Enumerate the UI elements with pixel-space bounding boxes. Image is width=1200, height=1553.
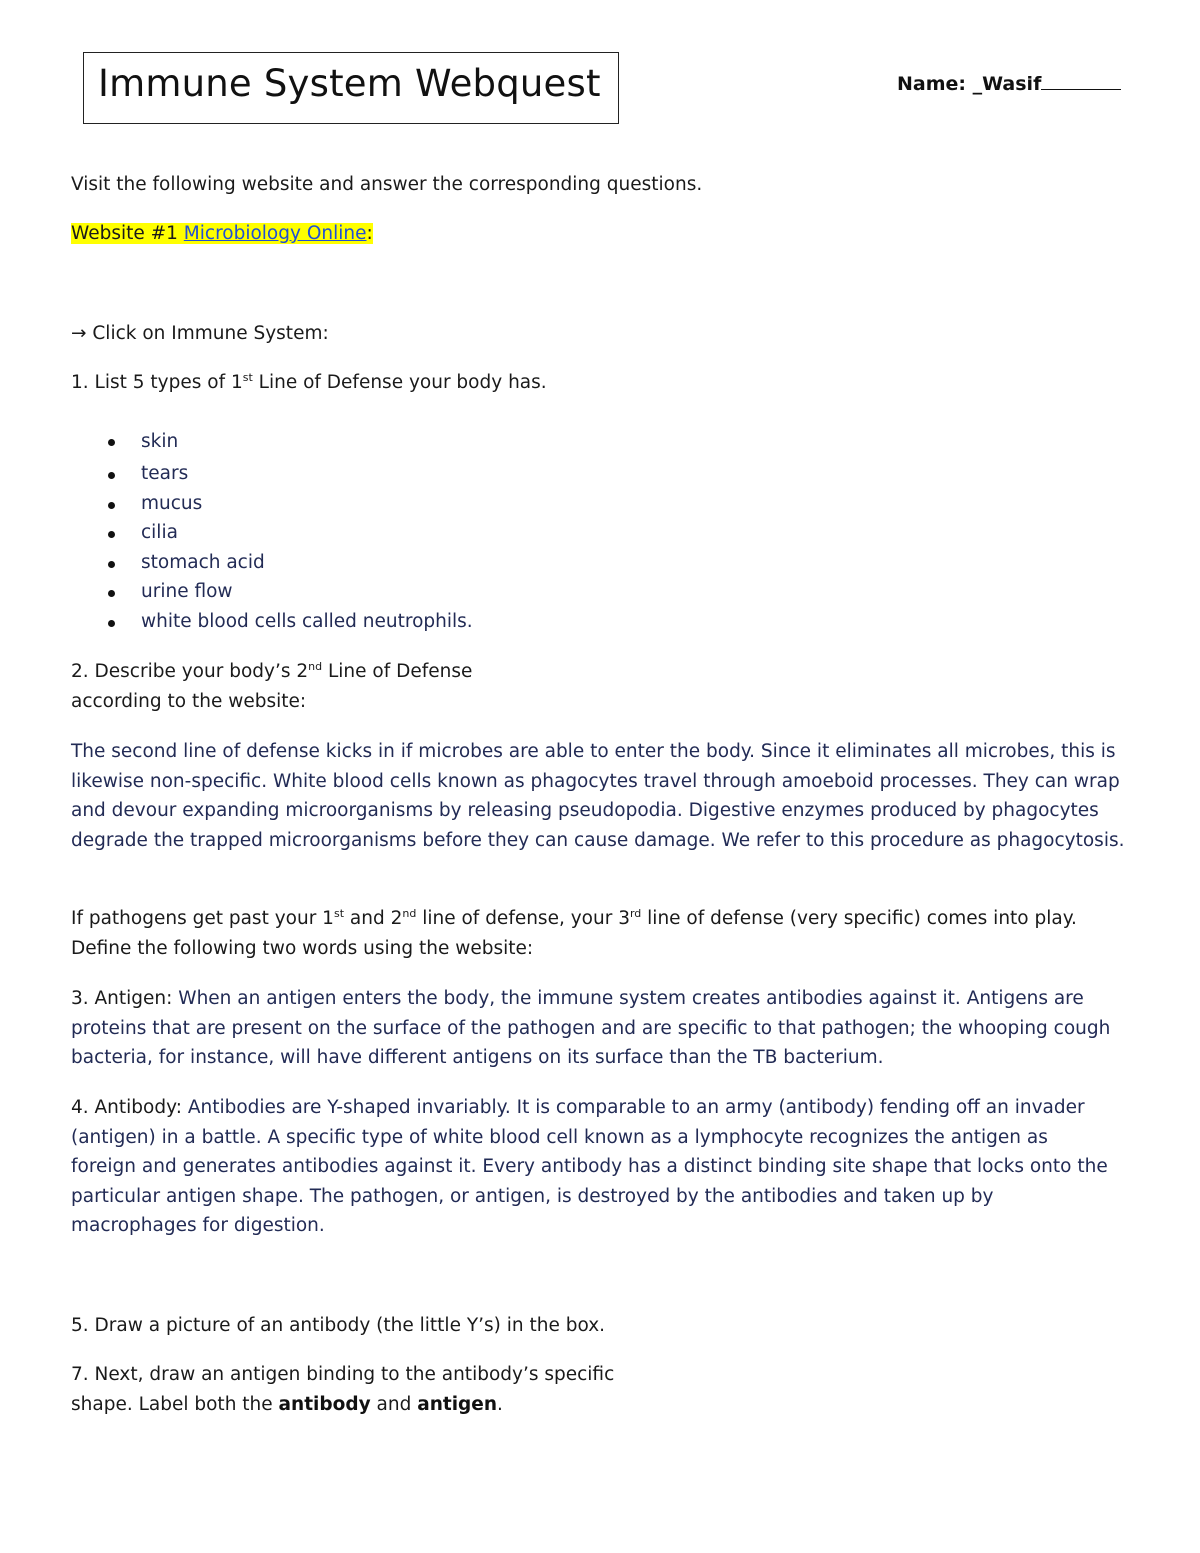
question-4: [71, 1093, 1116, 1241]
list-item: [106, 459, 473, 489]
question-7: [71, 1360, 614, 1419]
third-line-b: and 2: [344, 908, 403, 929]
q7-line2-pre: shape. Label both the: [71, 1393, 279, 1415]
name-label: Name:: [897, 73, 967, 95]
list-item-text: stomach acid: [141, 551, 265, 573]
q2-sup: nd: [308, 659, 323, 673]
list-item: [106, 425, 473, 459]
q2-text-pre: 2. Describe your body’s 2: [71, 661, 309, 682]
list-item-text: cilia: [141, 522, 178, 544]
q1-answer-list: [106, 425, 473, 637]
bullet-icon: [108, 561, 115, 568]
website-link[interactable]: Microbiology Online: [183, 223, 367, 244]
list-item-text: mucus: [141, 492, 203, 514]
q4-label: 4. Antibody:: [71, 1097, 188, 1118]
bullet-icon: [108, 439, 115, 446]
q3-answer: When an antigen enters the body, the immune system creates antibodies against it. Antigens are proteins that are present on the surface of the pathogen and are specific to that pathogen; the whooping cough bacteria, for instance, will have different antigens on its surface than the TB bacterium.: [71, 988, 1111, 1068]
third-line-c: line of defense, your 3: [416, 908, 630, 929]
bullet-icon: [108, 590, 115, 597]
third-line-a: If pathogens get past your 1: [71, 908, 334, 929]
bullet-icon: [108, 620, 115, 627]
third-line-d: line of defense (very specific) comes into play. Define the following two words using the website:: [71, 908, 1077, 959]
q1-text-post: Line of Defense your body has.: [252, 372, 547, 393]
third-line-sup1: st: [333, 906, 345, 920]
list-item: [106, 489, 473, 519]
list-item-text: tears: [141, 463, 189, 484]
q1-sup: st: [242, 370, 253, 384]
website-colon: :: [366, 223, 373, 244]
list-item-text: urine flow: [141, 581, 233, 603]
list-item-text: skin: [141, 431, 179, 452]
q3-label: 3. Antigen:: [71, 988, 179, 1009]
q2-answer: The second line of defense kicks in if microbes are able to enter the body. Since it eliminates all microbes, this is likewise non-specific. White blood cells known as phagocytes travel through amoeboid processes. They can wrap and devour expanding microorganisms by releasing pseudopodia. Digestive enzymes produced by phagocytes degrade the trapped microorganisms before they can cause damage. We refer to this procedure as phagocytosis.: [71, 741, 1125, 851]
bullet-icon: [108, 531, 115, 538]
list-item: [106, 607, 473, 637]
q7-mid: and: [370, 1393, 418, 1415]
name-underline: [1041, 73, 1121, 90]
question-2: [71, 657, 472, 716]
q2-text-line2: according to the website:: [71, 690, 307, 712]
website-label: Website #1: [71, 223, 178, 244]
page-title: Immune System Webquest: [98, 62, 601, 105]
list-item: [106, 548, 473, 578]
q2-text-post: Line of Defense: [322, 661, 473, 682]
bullet-icon: [108, 502, 115, 509]
intro-text: Visit the following website and answer the corresponding questions.: [71, 174, 703, 195]
list-item-text: white blood cells called neutrophils.: [141, 610, 473, 632]
question-1: [71, 368, 547, 398]
list-item: [106, 577, 473, 607]
bullet-icon: [108, 472, 115, 479]
list-item: [106, 518, 473, 548]
q7-line1: 7. Next, draw an antigen binding to the antibody’s specific: [71, 1364, 615, 1385]
q7-bold-antigen: antigen: [417, 1393, 498, 1415]
title-box: [83, 52, 619, 124]
website-line: [71, 219, 373, 249]
q4-answer: Antibodies are Y-shaped invariably. It is comparable to an army (antibody) fending off an invader (antigen) in a battle. A specific type of white blood cell known as a lymphocyte recognizes the antigen as foreign and generates antibodies against it. Every antibody has a distinct binding site shape that locks onto the particular antigen shape. The pathogen, or antigen, is destroyed by the antibodies and taken up by macrophages for digestion.: [71, 1097, 1108, 1236]
third-line-sup3: rd: [629, 906, 642, 920]
q7-end: .: [497, 1393, 503, 1415]
third-line-intro: [71, 904, 1131, 963]
name-field: [897, 73, 1121, 95]
q1-text-pre: 1. List 5 types of 1: [71, 372, 243, 393]
question-5: 5. Draw a picture of an antibody (the little Y’s) in the box.: [71, 1315, 606, 1336]
q7-bold-antibody: antibody: [278, 1393, 371, 1415]
website-highlight: [71, 223, 373, 244]
name-value: _Wasif: [972, 73, 1042, 95]
click-instruction: → Click on Immune System:: [71, 323, 329, 344]
third-line-sup2: nd: [402, 906, 417, 920]
question-3: [71, 984, 1136, 1073]
